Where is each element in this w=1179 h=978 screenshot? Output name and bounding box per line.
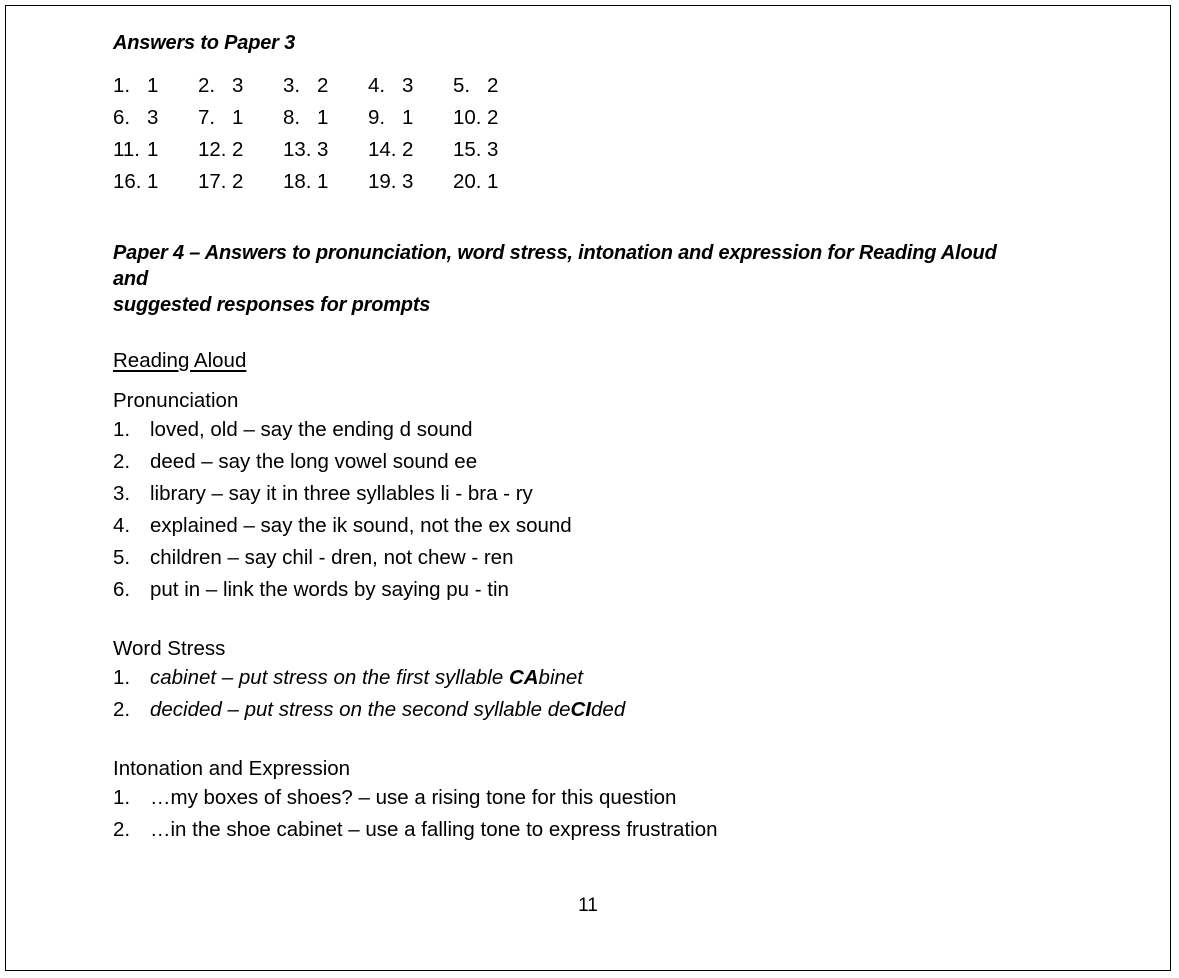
answer-value: 1 — [232, 106, 244, 129]
list-item — [113, 446, 1013, 478]
answer-cell — [283, 70, 368, 102]
answer-row — [113, 70, 1013, 102]
paper4-heading — [113, 240, 1013, 318]
list-item-number: 1. — [113, 666, 131, 689]
answer-value: 3 — [487, 138, 499, 161]
answer-number: 5. — [453, 74, 471, 97]
list-item-number: 4. — [113, 514, 131, 537]
answer-row — [113, 166, 1013, 198]
answer-number: 2. — [198, 74, 216, 97]
stressed-syllable: CI — [570, 698, 592, 721]
list-item — [113, 814, 1013, 846]
answer-value: 3 — [232, 74, 244, 97]
answer-number: 15. — [453, 138, 482, 161]
answer-cell — [283, 134, 368, 166]
answer-cell — [453, 70, 538, 102]
list-item-number: 2. — [113, 450, 131, 473]
paper3-answer-grid — [113, 70, 1013, 198]
list-item — [113, 510, 1013, 542]
list-item — [113, 662, 1013, 694]
intonation-subheading: Intonation and Expression — [113, 757, 351, 780]
word-stress-list — [113, 662, 1013, 726]
list-item — [113, 478, 1013, 510]
stress-text-before: cabinet – put stress on the first syllable — [150, 666, 509, 689]
answer-number: 8. — [283, 106, 301, 129]
list-item-text — [150, 662, 583, 694]
answer-number: 4. — [368, 74, 386, 97]
answer-value: 3 — [402, 74, 414, 97]
answer-number: 6. — [113, 106, 131, 129]
answer-cell — [113, 166, 198, 198]
list-item-text: children – say chil - dren, not chew - ren — [150, 546, 514, 569]
list-item-text: library – say it in three syllables li - bra - ry — [150, 482, 533, 505]
answer-cell — [113, 134, 198, 166]
list-item — [113, 782, 1013, 814]
answer-row — [113, 134, 1013, 166]
answer-row — [113, 102, 1013, 134]
answer-cell — [453, 102, 538, 134]
list-item-number: 5. — [113, 546, 131, 569]
stress-text-after: ded — [591, 698, 626, 721]
answer-value: 1 — [317, 170, 329, 193]
list-item-number: 3. — [113, 482, 131, 505]
stress-text-after: binet — [538, 666, 584, 689]
answer-number: 17. — [198, 170, 227, 193]
list-item — [113, 574, 1013, 606]
answer-cell — [113, 70, 198, 102]
answer-number: 13. — [283, 138, 312, 161]
answer-cell — [368, 102, 453, 134]
answer-cell — [198, 166, 283, 198]
answer-number: 1. — [113, 74, 131, 97]
list-item-number: 1. — [113, 418, 131, 441]
list-item — [113, 414, 1013, 446]
list-item-text: loved, old – say the ending d sound — [150, 418, 473, 441]
reading-aloud-heading: Reading Aloud — [113, 349, 247, 372]
answer-value: 2 — [317, 74, 329, 97]
answer-cell — [453, 134, 538, 166]
answer-cell — [368, 166, 453, 198]
list-item-number: 6. — [113, 578, 131, 601]
answer-value: 1 — [147, 74, 159, 97]
answer-number: 7. — [198, 106, 216, 129]
page-content — [113, 6, 1013, 846]
answer-number: 19. — [368, 170, 397, 193]
answer-cell — [453, 166, 538, 198]
paper4-heading-line-1: Paper 4 – Answers to pronunciation, word stress, intonation and expression for Reading Aloud and — [113, 242, 997, 290]
list-item-number: 2. — [113, 818, 131, 841]
answer-number: 10. — [453, 106, 482, 129]
answer-value: 3 — [147, 106, 159, 129]
answer-value: 2 — [232, 138, 244, 161]
word-stress-subheading: Word Stress — [113, 637, 226, 660]
answer-value: 2 — [487, 74, 499, 97]
list-item-number: 2. — [113, 698, 131, 721]
list-item-text: put in – link the words by saying pu - tin — [150, 578, 509, 601]
list-item-text: …in the shoe cabinet – use a falling tone to express frustration — [150, 818, 718, 841]
list-item — [113, 542, 1013, 574]
answer-number: 16. — [113, 170, 142, 193]
stress-text-before: decided – put stress on the second syllable de — [150, 698, 571, 721]
answer-value: 3 — [317, 138, 329, 161]
pronunciation-subheading: Pronunciation — [113, 389, 239, 412]
list-item-text — [150, 694, 625, 726]
paper3-heading: Answers to Paper 3 — [113, 32, 296, 54]
answer-value: 2 — [487, 106, 499, 129]
answer-number: 20. — [453, 170, 482, 193]
answer-cell — [283, 102, 368, 134]
answer-value: 2 — [402, 138, 414, 161]
paper4-heading-line-2: suggested responses for prompts — [113, 294, 431, 316]
answer-number: 12. — [198, 138, 227, 161]
page-sheet — [5, 5, 1171, 971]
answer-cell — [198, 134, 283, 166]
answer-number: 11. — [113, 138, 140, 161]
page-number: 11 — [578, 895, 598, 916]
list-item — [113, 694, 1013, 726]
answer-cell — [368, 134, 453, 166]
answer-value: 1 — [147, 138, 159, 161]
reading-aloud-section — [113, 348, 1013, 374]
pronunciation-list — [113, 414, 1013, 606]
answer-value: 2 — [232, 170, 244, 193]
answer-value: 1 — [317, 106, 329, 129]
answer-number: 18. — [283, 170, 312, 193]
answer-value: 1 — [487, 170, 499, 193]
answer-cell — [283, 166, 368, 198]
answer-cell — [198, 70, 283, 102]
answer-number: 14. — [368, 138, 397, 161]
answer-value: 3 — [402, 170, 414, 193]
list-item-text: deed – say the long vowel sound ee — [150, 450, 478, 473]
answer-number: 9. — [368, 106, 386, 129]
list-item-number: 1. — [113, 786, 131, 809]
list-item-text: explained – say the ik sound, not the ex sound — [150, 514, 572, 537]
answer-cell — [368, 70, 453, 102]
intonation-list — [113, 782, 1013, 846]
stressed-syllable: CA — [508, 666, 539, 689]
answer-value: 1 — [147, 170, 159, 193]
answer-value: 1 — [402, 106, 414, 129]
answer-cell — [113, 102, 198, 134]
answer-number: 3. — [283, 74, 301, 97]
answer-cell — [198, 102, 283, 134]
list-item-text: …my boxes of shoes? – use a rising tone for this question — [150, 786, 677, 809]
